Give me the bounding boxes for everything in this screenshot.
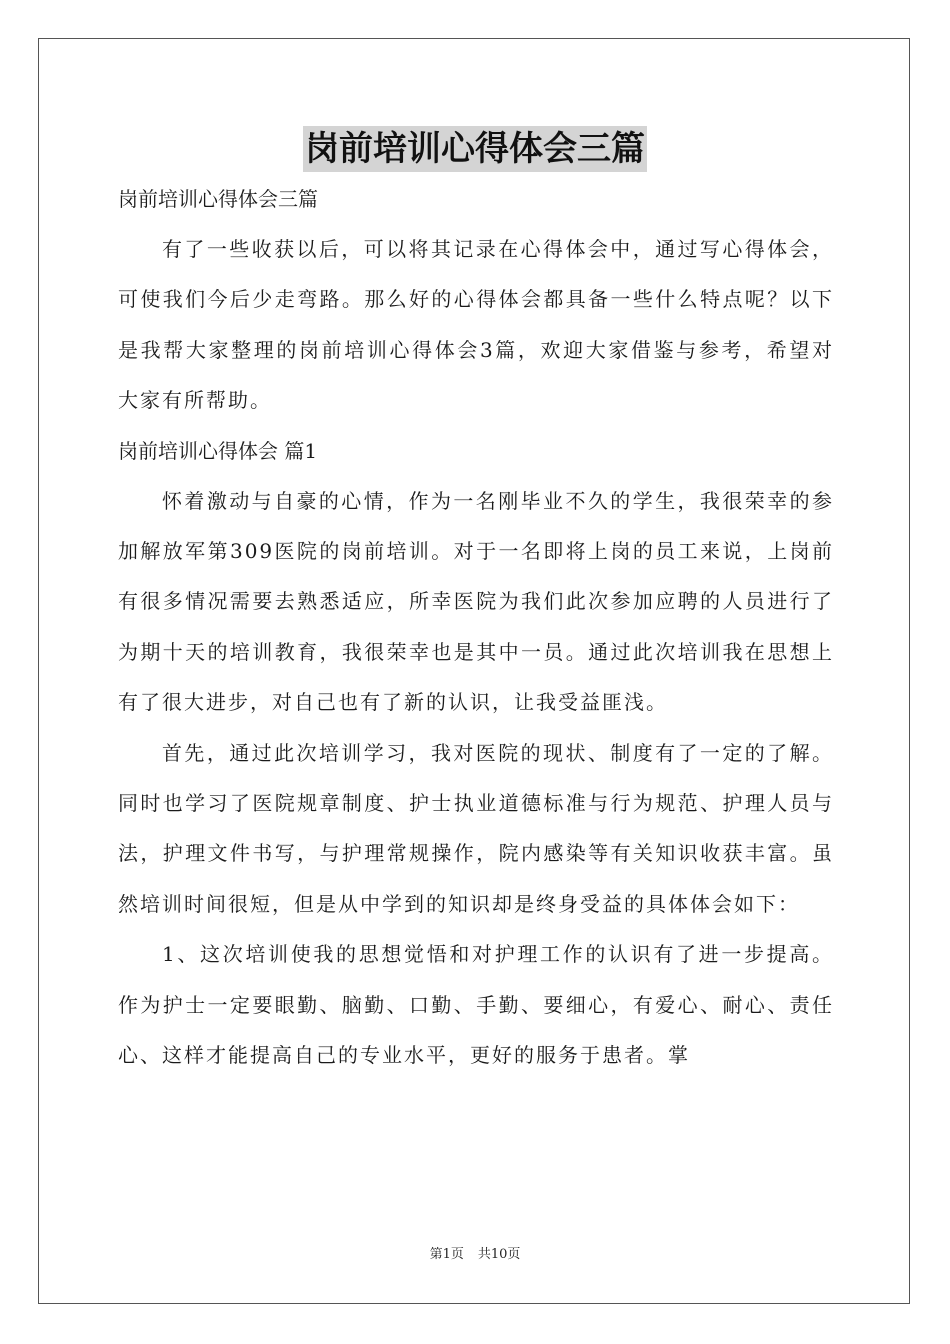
document-body	[118, 174, 834, 1081]
page-number: 第1页	[429, 1247, 464, 1262]
body-paragraph-1: 怀着激动与自豪的心情，作为一名刚毕业不久的学生，我很荣幸的参加解放军第309医院的岗前培训。对于一名即将上岗的员工来说，上岗前有很多情况需要去熟悉适应，所幸医院为我们此次参加应聘的人员进行了为期十天的培训教育，我很荣幸也是其中一员。通过此次培训我在思想上有了很大进步，对自己也有了新的认识，让我受益匪浅。	[118, 488, 834, 715]
title-container	[0, 126, 950, 172]
intro-paragraph: 有了一些收获以后，可以将其记录在心得体会中，通过写心得体会，可使我们今后少走弯路。那么好的心得体会都具备一些什么特点呢？以下是我帮大家整理的岗前培训心得体会3篇，欢迎大家借鉴与参考，希望对大家有所帮助。	[118, 237, 834, 413]
document-title: 岗前培训心得体会三篇	[303, 126, 647, 172]
page-footer	[0, 1246, 950, 1264]
body-paragraph-3: 1、这次培训使我的思想觉悟和对护理工作的认识有了进一步提高。作为护士一定要眼勤、脑勤、口勤、手勤、要细心，有爱心、耐心、责任心、这样才能提高自己的专业水平，更好的服务于患者。掌	[118, 942, 834, 1068]
section-heading: 岗前培训心得体会 篇1	[118, 438, 318, 463]
page-total: 共10页	[477, 1247, 521, 1262]
document-subtitle: 岗前培训心得体会三篇	[118, 187, 318, 211]
body-paragraph-2: 首先，通过此次培训学习，我对医院的现状、制度有了一定的了解。同时也学习了医院规章制度、护士执业道德标准与行为规范、护理人员与法，护理文件书写，与护理常规操作，院内感染等有关知识收获丰富。虽然培训时间很短，但是从中学到的知识却是终身受益的具体体会如下：	[118, 740, 834, 916]
